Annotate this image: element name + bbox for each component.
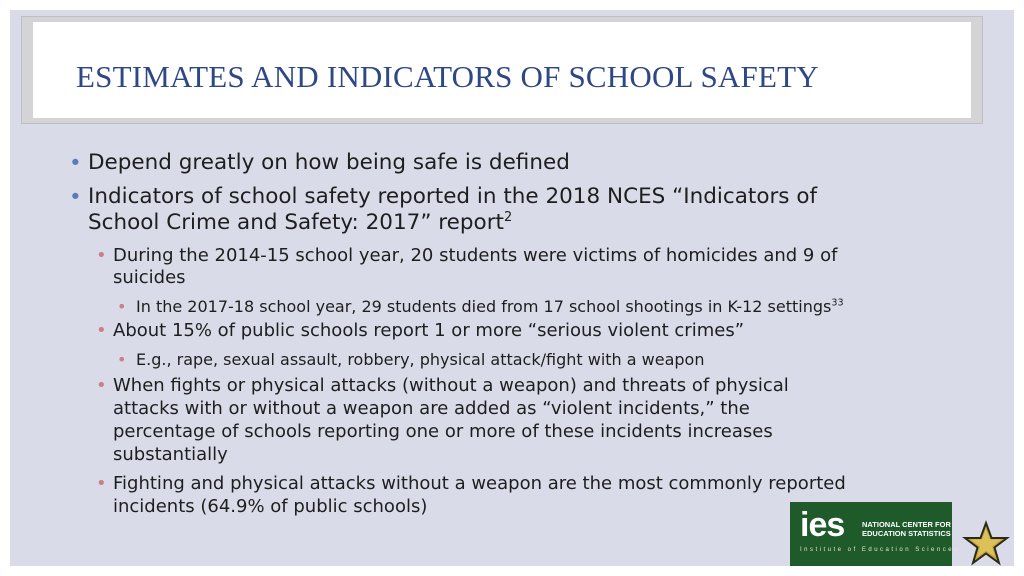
slide-title: ESTIMATES AND INDICATORS OF SCHOOL SAFETY — [76, 59, 819, 94]
bullet-marker: • — [96, 245, 107, 266]
bullet-indicators-line1: Indicators of school safety reported in the 2018 NCES “Indicators of — [88, 184, 818, 209]
bullet-marker: • — [117, 350, 127, 369]
sub-bullet-fights-line3: percentage of schools reporting one or more of these incidents increases — [113, 421, 773, 442]
sub-bullet-fights-line4: substantially — [113, 444, 228, 465]
bullet-depend: Depend greatly on how being safe is defined — [88, 150, 570, 175]
bullet-marker: • — [69, 185, 82, 210]
sub-bullet-common-line2: incidents (64.9% of public schools) — [113, 496, 428, 517]
sub-bullet-fights-line2: attacks with or without a weapon are added as “violent incidents,” the — [113, 398, 750, 419]
sub-bullet-homicides-line1: During the 2014-15 school year, 20 students were victims of homicides and 9 of — [113, 245, 838, 266]
bullet-marker: • — [96, 473, 107, 494]
nces-name — [862, 521, 951, 538]
footnote-ref: 2 — [503, 209, 513, 225]
ies-subtitle: Institute of Education Sciences — [800, 547, 960, 553]
bullet-indicators-line2: School Crime and Safety: 2017” report$^2$ — [88, 209, 513, 235]
star-icon — [962, 520, 1010, 568]
sub-bullet-homicides-line2: suicides — [113, 267, 186, 288]
bullet-marker: • — [96, 320, 107, 341]
sub-bullet-serious-crimes: About 15% of public schools report 1 or more “serious violent crimes” — [113, 320, 745, 341]
nces-name-line2: EDUCATION STATISTICS — [862, 528, 951, 538]
ies-nces-logo — [790, 502, 960, 566]
ies-logo-mark: ies — [800, 506, 845, 544]
bullet-marker: • — [117, 297, 127, 316]
sub-bullet-common-line1: Fighting and physical attacks without a weapon are the most commonly reported — [113, 473, 846, 494]
sub-sub-bullet-examples: E.g., rape, sexual assault, robbery, physical attack/fight with a weapon — [136, 350, 705, 369]
nces-name-line1: NATIONAL CENTER FOR — [862, 520, 951, 529]
footnote-ref: 33 — [831, 297, 844, 309]
sub-sub-bullet-shootings: In the 2017-18 school year, 29 students died from 17 school shootings in K-12 settings$^{33}$ — [136, 297, 844, 316]
bullet-marker: • — [96, 375, 107, 396]
bullet-marker: • — [69, 151, 82, 176]
sub-bullet-fights-line1: When fights or physical attacks (without a weapon) and threats of physical — [113, 375, 789, 396]
